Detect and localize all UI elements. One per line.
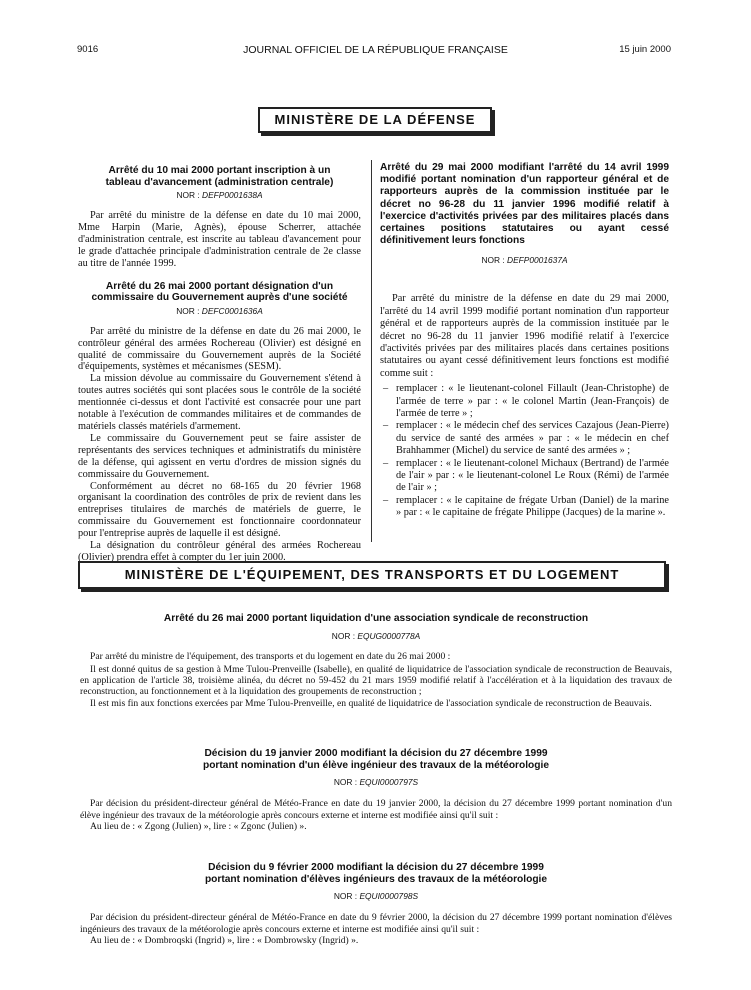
issue-date: 15 juin 2000 bbox=[619, 44, 671, 55]
paragraph: Par arrêté du ministre de l'équipement, des transports et du logement en date du 26 mai 2000 : bbox=[90, 650, 451, 662]
nor-label: NOR : bbox=[481, 255, 505, 266]
nor-label: NOR : bbox=[333, 777, 358, 788]
nor-reference bbox=[80, 891, 672, 902]
nor-reference bbox=[380, 255, 669, 267]
nor-label: NOR : bbox=[176, 190, 200, 201]
article-title-line: Décision du 9 février 2000 modifiant la décision du 27 décembre 1999 bbox=[208, 862, 544, 873]
section-decision-february bbox=[80, 862, 672, 946]
nor-code: EQUI0000798S bbox=[359, 891, 419, 902]
paragraph: Par arrêté du ministre de la défense en date du 29 mai 2000, l'arrêté du 14 avril 1999 modifié portant nomination d'un rapporteur général et de rapporteurs auprès de la commission instituée par le décret no 96-28 du 11 janvier 1996 modifié relatif à l'exercice d'activités privées par des militaires placés dans certaines positions statutaires ou ayant cessé définitivement leurs fonctions est modifié comme suit : bbox=[380, 293, 669, 379]
nor-code: EQUI0000797S bbox=[359, 777, 419, 788]
paragraph: Par arrêté du ministre de la défense en date du 10 mai 2000, Mme Harpin (Marie, Agnès), épouse Scherrer, attachée d'administration centrale, est inscrite au tableau d'avancement pour le grade d'attachée principale d'administration centrale de 2e classe au titre de l'année 1999. bbox=[78, 210, 361, 269]
list-item: – remplacer : « le capitaine de frégate Urban (Daniel) de la marine » par : « le capitaine de frégate Philippe (Jacques) de la marine ». bbox=[380, 495, 669, 520]
nor-code: DEFC0001636A bbox=[201, 305, 263, 316]
paragraph: La mission dévolue au commissaire du Gouvernement s'étend à toutes autres sociétés qui sont placées sous le contrôle de la société mentionnée ci-dessus et dont l'activité est consacrée pour une part notable à l'exécution de commandes militaires et de commandes de matériels classés matériels d'armement. bbox=[78, 373, 361, 432]
nor-reference bbox=[80, 777, 672, 788]
list-item: – remplacer : « le lieutenant-colonel Michaux (Bertrand) de l'armée de l'air » par : « le lieutenant-colonel Le Roux (Rémi) de l'armée de l'air » ; bbox=[380, 458, 669, 495]
amendment-list bbox=[380, 383, 669, 519]
article-title: Arrêté du 29 mai 2000 modifiant l'arrêté du 14 avril 1999 modifié portant nomination d'un rapporteur général et de rapporteurs auprès de la commission instituée par le décret no 96-28 du 11 janvier 1996 modifié relatif à l'exercice d'activités privées par des militaires placés dans certaines positions statutaires ou ayant cessé définitivement leurs fonctions bbox=[380, 162, 669, 247]
paragraph: Par décision du président-directeur général de Météo-France en date du 19 janvier 2000, la décision du 27 décembre 1999 portant nomination d'un élève ingénieur des travaux de la météorologie après concours externe et interne est modifiée ainsi qu'il suit : bbox=[80, 798, 672, 821]
nor-reference bbox=[78, 190, 361, 202]
paragraph: Par décision du président-directeur général de Météo-France en date du 9 février 2000, la décision du 27 décembre 1999 portant nomination d'élèves ingénieurs des travaux de la météorologie après concours externe et interne est modifiée ainsi qu'il suit : bbox=[80, 912, 672, 935]
left-column bbox=[78, 165, 361, 564]
right-column bbox=[380, 162, 669, 520]
paragraph: Par arrêté du ministre de la défense en date du 26 mai 2000, le contrôleur général des armées Rochereau (Olivier) est désigné en qualité de commissaire du Gouvernement auprès de la Société d'équipements, systèmes et mécanismes (SESM). bbox=[78, 325, 361, 373]
section-liquidation bbox=[80, 613, 672, 709]
article-title: Arrêté du 26 mai 2000 portant liquidation d'une association syndicale de reconstruction bbox=[163, 613, 589, 624]
list-item: – remplacer : « le lieutenant-colonel Fillault (Jean-Christophe) de l'armée de terre » par : « le colonel Martin (Jean-François) de l'armée de terre » ; bbox=[380, 383, 669, 420]
paragraph: Conformément au décret no 68-165 du 20 février 1968 organisant la coordination des contrôles de prix de revient dans les entreprises titulaires de marchés de matériels de guerre, le commissaire du Gouvernement est fonctionnaire coordonnateur pour l'entreprise auprès de laquelle il est désigné. bbox=[78, 480, 361, 540]
nor-reference bbox=[80, 631, 672, 642]
article-title: Arrêté du 26 mai 2000 portant désignation d'un commissaire du Gouvernement auprès d'une société bbox=[91, 280, 348, 304]
journal-title: JOURNAL OFFICIEL DE LA RÉPUBLIQUE FRANÇAISE bbox=[243, 44, 508, 56]
nor-label: NOR : bbox=[333, 891, 358, 902]
article-title: Arrêté du 10 mai 2000 portant inscription à un tableau d'avancement (administration centrale) bbox=[105, 165, 334, 188]
page-number: 9016 bbox=[77, 44, 99, 55]
nor-reference bbox=[78, 306, 361, 318]
paragraph: La désignation du contrôleur général des armées Rochereau (Olivier) prendra effet à compter du 1er juin 2000. bbox=[78, 540, 361, 563]
paragraph: Il est mis fin aux fonctions exercées par Mme Tulou-Prenveille, en qualité de liquidatrice de l'association syndicale de reconstruction de Beauvais. bbox=[90, 697, 652, 709]
article-title-line: portant nomination d'un élève ingénieur des travaux de la météorologie bbox=[202, 759, 550, 771]
nor-code: DEFP0001637A bbox=[507, 255, 568, 266]
nor-label: NOR : bbox=[331, 630, 356, 641]
nor-code: EQUG0000778A bbox=[357, 630, 421, 641]
paragraph: Il est donné quitus de sa gestion à Mme Tulou-Prenveille (Isabelle), en qualité de liquidatrice de l'association syndicale de reconstruction de Beauvais, en application de l'article 38, troisième alinéa, du décret no 59-452 du 21 mars 1959 modifié relatif à l'accélération et à la liquidation des travaux de reconstruction, au fonctionnement et à la liquidation des groupements de reconstruction ; bbox=[80, 664, 672, 698]
nor-code: DEFP0001638A bbox=[202, 190, 263, 201]
ministry-equipement-title: MINISTÈRE DE L'ÉQUIPEMENT, DES TRANSPORTS ET DU LOGEMENT bbox=[124, 567, 620, 582]
section-decision-january bbox=[80, 748, 672, 832]
article-title-line: portant nomination d'élèves ingénieurs des travaux de la météorologie bbox=[204, 873, 548, 885]
article-title-line: Décision du 19 janvier 2000 modifiant la décision du 27 décembre 1999 bbox=[204, 748, 548, 759]
ministry-defense-title: MINISTÈRE DE LA DÉFENSE bbox=[274, 112, 476, 127]
paragraph: Le commissaire du Gouvernement peut se faire assister de représentants des services techniques et administratifs du ministère de la défense, qui agissent en vertu d'ordres de mission signés du commissaire du Gouvernement. bbox=[78, 432, 361, 480]
ministry-equipement-box bbox=[78, 561, 666, 589]
paragraph: Au lieu de : « Zgong (Julien) », lire : « Zgonc (Julien) ». bbox=[90, 820, 307, 832]
ministry-defense-box bbox=[258, 107, 492, 133]
list-item: – remplacer : « le médecin chef des services Cazajous (Jean-Pierre) du service de santé des armées » par : « le médecin en chef Brahhammer (Michel) du service de santé des armées » ; bbox=[380, 420, 669, 457]
nor-label: NOR : bbox=[176, 305, 200, 316]
column-divider bbox=[371, 160, 372, 542]
paragraph: Au lieu de : « Dombroqski (Ingrid) », lire : « Dombrowsky (Ingrid) ». bbox=[90, 934, 359, 946]
